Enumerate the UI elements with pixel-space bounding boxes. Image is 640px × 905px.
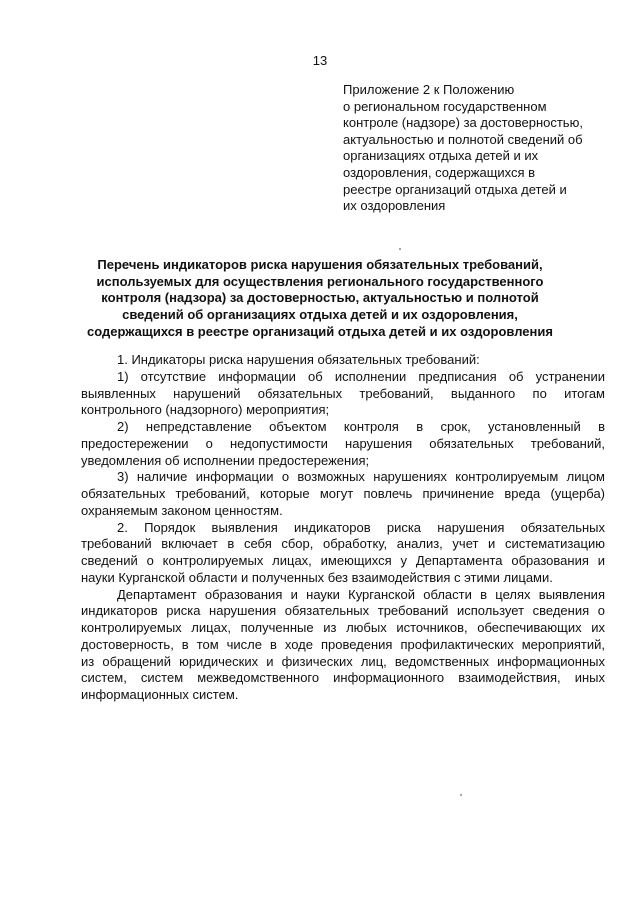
- paragraph-item-3: [81, 469, 605, 519]
- paragraph-line: уведомления об исполнении предостережения;: [81, 452, 370, 468]
- paragraph-line: 3) наличие информации о возможных нарушениях контролируемым лицом: [117, 469, 605, 485]
- paragraph-item-2: [81, 419, 605, 469]
- title-line: используемых для осуществления регионального государственного: [96, 273, 544, 289]
- paragraph-line: требований включает в себя сбор, обработку, анализ, учет и систематизацию: [81, 536, 605, 552]
- paragraph-item-1: [81, 369, 605, 419]
- scan-speck: [460, 794, 462, 796]
- title-line: содержащихся в реестре организаций отдыха детей и их оздоровления: [87, 323, 553, 339]
- paragraph-indicators-heading: [81, 352, 605, 369]
- paragraph-line: достоверность, в том числе в ходе проведения профилактических мероприятий,: [81, 636, 605, 652]
- paragraph-line: 2. Порядок выявления индикаторов риска нарушения обязательных: [117, 519, 605, 535]
- paragraph-line: выявленных нарушений обязательных требований, выданного по итогам: [81, 385, 605, 401]
- paragraph-line: Департамент образования и науки Курганской области в целях выявления: [117, 586, 605, 602]
- paragraph-line: индикаторов риска нарушения обязательных требований использует сведения о: [81, 603, 605, 619]
- title-line: контроля (надзора) за достоверностью, актуальностью и полнотой: [101, 290, 539, 306]
- paragraph-line: контрольного (надзорного) мероприятия;: [81, 402, 330, 418]
- paragraph-line: контролируемых лицах, полученные из любых источников, обеспечивающих их: [81, 620, 605, 635]
- document-body: [81, 352, 605, 704]
- paragraph-department: [81, 587, 605, 704]
- appendix-line: Приложение 2 к Положению: [343, 82, 515, 97]
- page-number: 13: [312, 53, 328, 68]
- appendix-line: их оздоровления: [343, 198, 446, 214]
- appendix-line: оздоровления, содержащихся в: [343, 164, 536, 180]
- paragraph-line: сведений о контролируемых лицах, имеющихся у Департамента образования и: [81, 553, 605, 568]
- appendix-line: о региональном государственном: [343, 98, 547, 114]
- paragraph-line: предостережении о недопустимости нарушения обязательных требований,: [81, 435, 605, 451]
- document-title: [60, 257, 580, 341]
- paragraph-line: 1) отсутствие информации об исполнении предписания об устранении: [117, 368, 605, 384]
- appendix-line: контроле (надзоре) за достоверностью,: [343, 115, 583, 131]
- paragraph-line: обязательных требований, которые могут повлечь причинение вреда (ущерба): [81, 486, 605, 501]
- paragraph-line: из обращений юридических и физических лиц, ведомственных информационных: [81, 653, 605, 669]
- paragraph-line: 2) непредставление объектом контроля в срок, установленный в: [117, 419, 605, 434]
- paragraph-line: информационных систем.: [81, 687, 239, 702]
- paragraph-line: науки Курганской области и полученных без взаимодействия с этими лицами.: [81, 569, 553, 585]
- title-line: сведений об организациях отдыха детей и их оздоровления,: [122, 307, 518, 323]
- paragraph-line: систем, систем межведомственного информационного взаимодействия, иных: [81, 670, 605, 686]
- scan-speck: [399, 248, 401, 250]
- appendix-line: актуальностью и полнотой сведений об: [343, 131, 583, 147]
- appendix-line: организациях отдыха детей и их: [343, 148, 539, 164]
- appendix-line: реестре организаций отдыха детей и: [343, 181, 567, 197]
- paragraph-procedure: [81, 520, 605, 587]
- appendix-reference: [343, 82, 623, 215]
- title-line: Перечень индикаторов риска нарушения обязательных требований,: [97, 257, 543, 272]
- paragraph-line: 1. Индикаторы риска нарушения обязательных требований:: [117, 352, 480, 367]
- paragraph-line: охраняемым законом ценностям.: [81, 502, 283, 518]
